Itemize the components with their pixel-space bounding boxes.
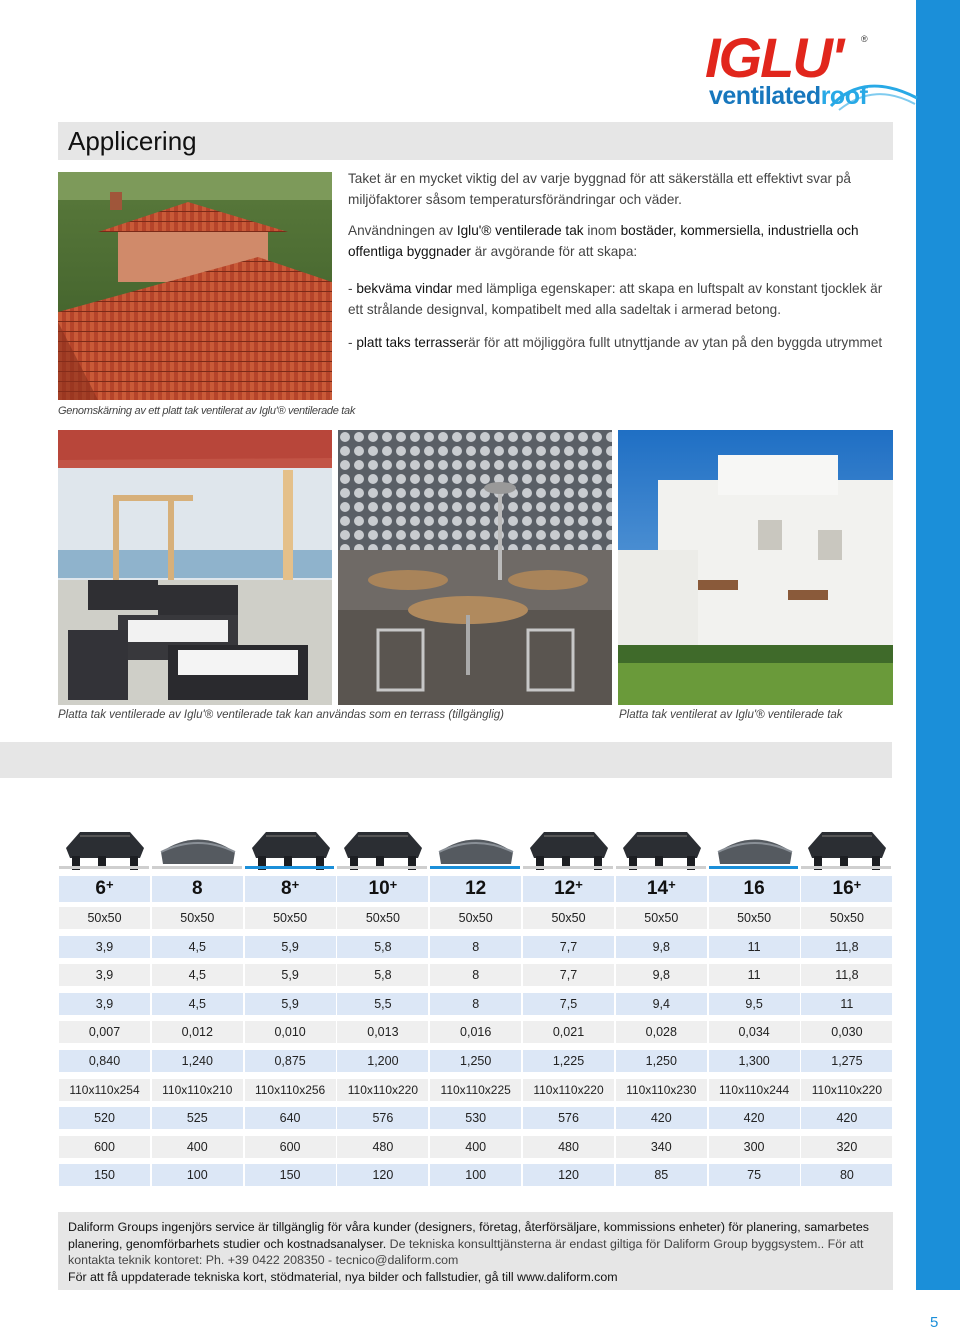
iglu-element-icon-shape [524, 822, 614, 882]
iglu-element-icon-shape [710, 822, 800, 882]
header-cell [523, 876, 614, 902]
header-plus: + [575, 877, 583, 892]
table-cell: 11,8 [801, 936, 892, 958]
table-cell: 1,275 [801, 1050, 892, 1072]
table-cell: 50x50 [523, 907, 614, 929]
intro-p2-e: inom [583, 223, 621, 238]
table-cell: 1,200 [337, 1050, 428, 1072]
table-cell: 340 [616, 1136, 707, 1158]
iglu-element-icon [617, 822, 707, 882]
header-plus: + [389, 877, 398, 892]
iglu-element-icon [802, 822, 892, 882]
table-cell: 110x110x220 [337, 1079, 428, 1101]
iglu-element-icon-shape [617, 822, 707, 882]
terrace-sofa-illustration [58, 430, 332, 705]
table-cell: 9,5 [709, 993, 800, 1015]
table-cell: 400 [152, 1136, 243, 1158]
table-cell: 0,016 [430, 1021, 521, 1043]
iglu-element-icon-shape [246, 822, 336, 882]
table-cell: 1,300 [709, 1050, 800, 1072]
footer-info-box [58, 1212, 893, 1290]
intro-paragraph-3 [348, 278, 894, 320]
caption-roof-section: Genomskärning av ett platt tak ventilerat av Iglu'® ventilerade tak [58, 405, 356, 417]
table-cell: 640 [245, 1107, 336, 1129]
table-cell: 3,9 [59, 964, 150, 986]
table-cell: 110x110x244 [709, 1079, 800, 1101]
table-cell: 8 [430, 993, 521, 1015]
column-divider-line [245, 866, 335, 869]
table-cell: 11 [801, 993, 892, 1015]
table-cell: 50x50 [337, 907, 428, 929]
header-number: 6 [95, 878, 106, 899]
table-cell: 110x110x230 [616, 1079, 707, 1101]
table-cell: 80 [801, 1164, 892, 1186]
table-cell: 300 [709, 1136, 800, 1158]
column-divider-line [337, 866, 427, 869]
header-number: 12 [465, 878, 487, 899]
grey-separator-band [0, 742, 892, 778]
table-cell: 9,8 [616, 964, 707, 986]
intro-p2-f: bostäder, kommersiella, industriella och offentliga byggnader [348, 223, 859, 259]
table-cell: 600 [245, 1136, 336, 1158]
table-cell: 150 [245, 1164, 336, 1186]
iglu-logo [705, 26, 915, 115]
table-cell: 400 [430, 1136, 521, 1158]
intro-paragraph-1: Taket är en mycket viktig del av varje byggnad för att säkerställa ett effektivt svar på miljöfaktorer såsom temperatursförändringar och väder. [348, 171, 851, 207]
table-cell: 4,5 [152, 993, 243, 1015]
header-cell [616, 876, 707, 902]
iglu-element-icon [524, 822, 614, 882]
side-color-band [916, 0, 960, 1290]
table-cell: 530 [430, 1107, 521, 1129]
table-cell: 110x110x225 [430, 1079, 521, 1101]
table-cell: 576 [523, 1107, 614, 1129]
table-cell: 420 [709, 1107, 800, 1129]
header-cell [709, 876, 800, 902]
header-number: 8 [281, 878, 292, 899]
logo-subtitle [709, 82, 867, 111]
page-title: Applicering [68, 126, 197, 156]
header-number: 16 [832, 878, 854, 899]
table-cell: 5,9 [245, 936, 336, 958]
table-cell: 1,250 [616, 1050, 707, 1072]
iglu-element-icon [431, 822, 521, 882]
table-cell: 7,7 [523, 936, 614, 958]
header-plus: + [668, 877, 676, 892]
table-cell: 520 [59, 1107, 150, 1129]
table-cell: 320 [801, 1136, 892, 1158]
footer-contact: De tekniska konsulttjänsterna är endast giltiga för Daliform Group byggsystem.. För att kontakta teknik kontoret: Ph. +39 0422 208350 - tecnico@daliform.com [68, 1236, 864, 1267]
table-cell: 7,7 [523, 964, 614, 986]
caption-terrace: Platta tak ventilerade av Iglu'® ventilerade tak kan användas som en terrass (tillgänglig) [58, 709, 504, 721]
table-cell: 50x50 [709, 907, 800, 929]
table-cell: 5,8 [337, 964, 428, 986]
column-divider-line [152, 866, 242, 869]
table-cell: 1,250 [430, 1050, 521, 1072]
caption-building: Platta tak ventilerat av Iglu'® ventilerade tak [619, 709, 843, 721]
table-cell: 150 [59, 1164, 150, 1186]
header-number: 8 [192, 878, 203, 899]
intro-p4-c: är för att möjliggöra fullt utnyttjande av ytan på den byggda utrymmet [468, 335, 883, 350]
header-cell [59, 876, 150, 902]
column-divider-line [523, 866, 613, 869]
table-cell: 576 [337, 1107, 428, 1129]
table-cell: 110x110x256 [245, 1079, 336, 1101]
header-plus: + [291, 877, 300, 892]
table-cell: 0,013 [337, 1021, 428, 1043]
table-cell: 50x50 [59, 907, 150, 929]
logo-brand: IGLU' [705, 26, 843, 89]
table-cell: 0,840 [59, 1050, 150, 1072]
iglu-element-icon-shape [153, 822, 243, 882]
table-cell: 110x110x254 [59, 1079, 150, 1101]
iglu-element-icon-shape [60, 822, 150, 882]
header-number: 14 [646, 878, 669, 899]
intro-paragraph-4 [348, 332, 894, 353]
header-cell [430, 876, 521, 902]
table-cell: 50x50 [152, 907, 243, 929]
terrace-cafe-photo [338, 430, 612, 705]
header-number: 10 [368, 878, 390, 899]
table-cell: 75 [709, 1164, 800, 1186]
table-cell: 120 [523, 1164, 614, 1186]
intro-p2-b: Iglu'® [456, 223, 492, 238]
iglu-element-icon [60, 822, 150, 882]
table-cell: 0,010 [245, 1021, 336, 1043]
table-cell: 0,007 [59, 1021, 150, 1043]
table-cell: 420 [616, 1107, 707, 1129]
table-cell: 9,8 [616, 936, 707, 958]
section-title-bar [58, 122, 893, 160]
column-divider-line [801, 866, 891, 869]
column-divider-line [709, 866, 799, 869]
table-cell: 11 [709, 964, 800, 986]
table-cell: 0,021 [523, 1021, 614, 1043]
table-cell: 110x110x210 [152, 1079, 243, 1101]
table-cell: 8 [430, 936, 521, 958]
intro-paragraph-2 [348, 220, 894, 262]
table-cell: 600 [59, 1136, 150, 1158]
table-cell: 120 [337, 1164, 428, 1186]
footer-service: Daliform Groups ingenjörs service är tillgänglig för våra kunder (designers, företag, återförsäljare, kommissions enheter) för planering, samarbetes planering, genomförbarhets studier och kostnadsanalyser. [68, 1220, 869, 1251]
intro-text [348, 168, 894, 363]
table-cell: 50x50 [801, 907, 892, 929]
table-cell: 0,034 [709, 1021, 800, 1043]
table-cell: 100 [152, 1164, 243, 1186]
table-cell: 0,030 [801, 1021, 892, 1043]
table-cell: 480 [337, 1136, 428, 1158]
iglu-element-icon [710, 822, 800, 882]
footer-website: För att få uppdaterade tekniska kort, stödmaterial, nya bilder och fallstudier, gå till www.daliform.com [68, 1269, 618, 1284]
table-cell: 50x50 [616, 907, 707, 929]
iglu-element-icon [246, 822, 336, 882]
table-cell: 50x50 [430, 907, 521, 929]
table-cell: 3,9 [59, 936, 150, 958]
table-cell: 5,9 [245, 964, 336, 986]
table-cell: 5,9 [245, 993, 336, 1015]
iglu-element-icon-shape [802, 822, 892, 882]
intro-p2-d: ventilerade tak [495, 223, 584, 238]
tiled-roof-illustration [58, 172, 332, 400]
column-divider-line [616, 866, 706, 869]
table-cell: 0,012 [152, 1021, 243, 1043]
table-cell: 8 [430, 964, 521, 986]
iglu-element-icon [153, 822, 243, 882]
table-cell: 7,5 [523, 993, 614, 1015]
table-cell: 110x110x220 [801, 1079, 892, 1101]
iglu-element-icon-shape [431, 822, 521, 882]
table-cell: 50x50 [245, 907, 336, 929]
header-number: 16 [743, 878, 765, 899]
table-cell: 525 [152, 1107, 243, 1129]
table-cell: 85 [616, 1164, 707, 1186]
table-cell: 4,5 [152, 964, 243, 986]
header-cell [152, 876, 243, 902]
column-divider-line [430, 866, 520, 869]
table-cell: 110x110x220 [523, 1079, 614, 1101]
header-plus: + [853, 877, 862, 892]
table-cell: 480 [523, 1136, 614, 1158]
iglu-element-icon-shape [338, 822, 428, 882]
header-cell [801, 876, 892, 902]
page-number: 5 [930, 1314, 939, 1331]
intro-p4-b: platt taks terrasser [356, 335, 469, 350]
intro-p3-c: med lämpliga egenskaper: att skapa en luftspalt av konstant tjocklek är ett strålande designval, kompatibelt med alla sadeltak i armerad betong. [348, 281, 883, 317]
table-cell: 0,028 [616, 1021, 707, 1043]
header-cell [245, 876, 336, 902]
header-cell [337, 876, 428, 902]
table-cell: 9,4 [616, 993, 707, 1015]
table-cell: 3,9 [59, 993, 150, 1015]
logo-registered-mark: ® [861, 34, 868, 44]
logo-sub-b: roof [820, 82, 868, 110]
header-number: 12 [554, 878, 576, 899]
table-cell: 1,240 [152, 1050, 243, 1072]
table-cell: 4,5 [152, 936, 243, 958]
intro-p3-a: - [348, 281, 357, 296]
header-plus: + [105, 877, 114, 892]
intro-p4-a: - [348, 335, 357, 350]
table-cell: 5,8 [337, 936, 428, 958]
white-building-photo [618, 430, 893, 705]
table-cell: 1,225 [523, 1050, 614, 1072]
footer-text [68, 1219, 888, 1285]
intro-p2-g: är avgörande för att skapa: [470, 244, 638, 259]
table-cell: 5,5 [337, 993, 428, 1015]
table-cell: 11 [709, 936, 800, 958]
table-cell: 11,8 [801, 964, 892, 986]
table-cell: 0,875 [245, 1050, 336, 1072]
logo-sub-a: ventilated [709, 82, 821, 110]
terrace-sofa-photo [58, 430, 332, 705]
intro-p2-a: Användningen av [348, 223, 457, 238]
white-building-illustration [618, 430, 893, 705]
column-divider-line [59, 866, 149, 869]
table-cell: 100 [430, 1164, 521, 1186]
table-cell: 420 [801, 1107, 892, 1129]
iglu-element-icon [338, 822, 428, 882]
terrace-cafe-illustration [338, 430, 612, 705]
tiled-roof-photo [58, 172, 332, 400]
intro-p3-b: bekväma vindar [356, 281, 453, 296]
